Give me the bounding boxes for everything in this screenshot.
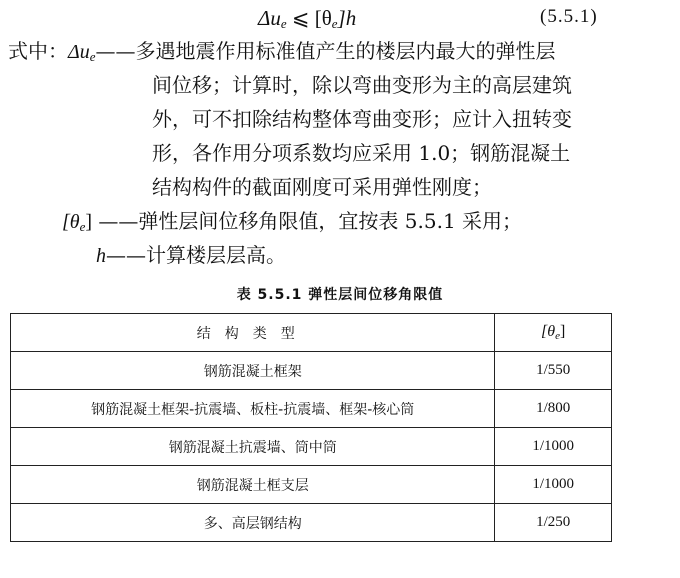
table-title: 表 5.5.1 弹性层间位移角限值 <box>236 287 444 303</box>
equation-formula: Δue ⩽ [θe]h <box>258 6 357 31</box>
header-structure-type: 结构类型 <box>11 314 495 352</box>
du-text-2: 间位移；计算时，除以弯曲变形为主的高层建筑 <box>152 73 572 97</box>
definition-lead: 式中： <box>8 39 68 63</box>
limits-table <box>10 313 612 542</box>
row-limit: 1/1000 <box>495 428 612 466</box>
table-row <box>11 428 612 466</box>
row-limit: 1/550 <box>495 352 612 390</box>
h-text: ——计算楼层层高。 <box>106 243 286 267</box>
row-limit: 1/800 <box>495 390 612 428</box>
du-text-1: ——多遇地震作用标准值产生的楼层内最大的弹性层 <box>95 39 556 63</box>
row-type: 钢筋混凝土框架 <box>11 352 495 390</box>
table-row <box>11 466 612 504</box>
row-type: 钢筋混凝土框架-抗震墙、板柱-抗震墙、框架-核心筒 <box>11 390 495 428</box>
h-symbol: h <box>96 245 106 267</box>
du-text-5: 结构构件的截面刚度可采用弹性刚度； <box>152 175 492 199</box>
definition-h <box>96 238 286 273</box>
theta-text: ——弹性层间位移角限值，宜按表 5.5.1 采用； <box>92 209 523 233</box>
row-type: 钢筋混凝土框支层 <box>11 466 495 504</box>
row-type: 多、高层钢结构 <box>11 504 495 542</box>
table-row <box>11 390 612 428</box>
table-row <box>11 504 612 542</box>
row-limit: 1/1000 <box>495 466 612 504</box>
du-text-3: 外，可不扣除结构整体弯曲变形；应计入扭转变 <box>152 107 572 131</box>
theta-symbol: $[\theta_e]$ <box>62 211 93 234</box>
du-symbol: $\Delta u_e$ <box>68 41 96 64</box>
table-header-row <box>11 314 612 352</box>
table-row <box>11 352 612 390</box>
equation-line <box>0 4 680 32</box>
equation-number: (5.5.1) <box>540 6 598 27</box>
du-text-4: 形，各作用分项系数均应采用 1.0；钢筋混凝土 <box>152 141 571 165</box>
row-type: 钢筋混凝土抗震墙、筒中筒 <box>11 428 495 466</box>
row-limit: 1/250 <box>495 504 612 542</box>
header-limit: $[\theta_e]$ <box>495 314 612 352</box>
